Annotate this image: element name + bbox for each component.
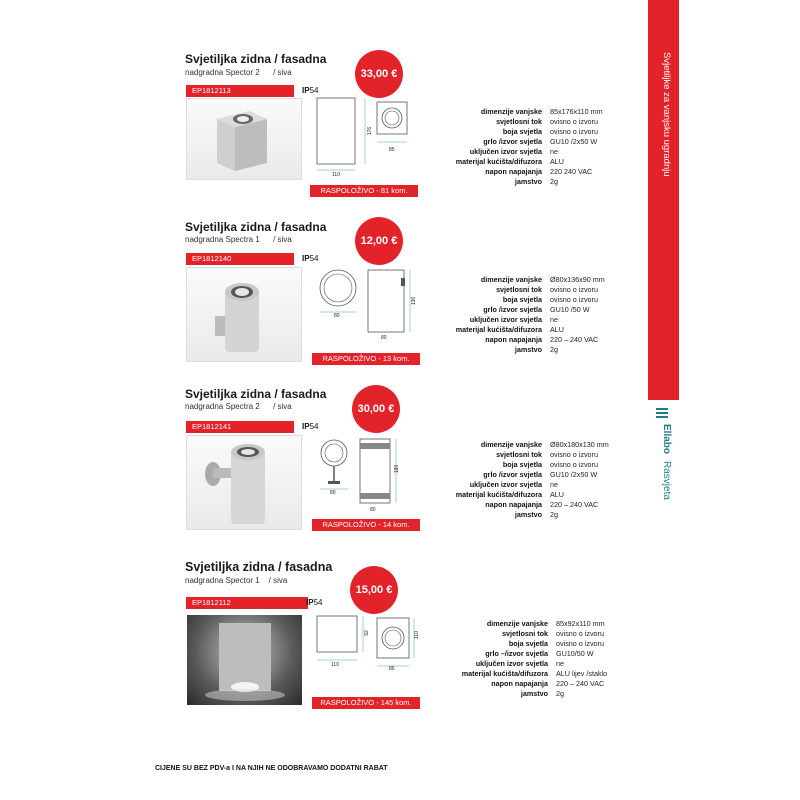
product-title: Svjetiljka zidna / fasadna (185, 220, 327, 234)
dim-label: 92 (363, 630, 370, 636)
spec-row: napon napajanja 220 240 VAC (485, 167, 593, 176)
dim-label: 80 (334, 313, 340, 319)
spec-row: svjetlosni tok ovisno o izvoru (496, 450, 598, 459)
stock-badge: RASPOLOŽIVO - 81 kom. (310, 185, 418, 197)
dim-label: 80 (370, 507, 376, 513)
dim-label: 110 (331, 662, 339, 668)
product-photo (186, 267, 302, 362)
spec-row: dimenzije vanjske 85x92x110 mm (486, 619, 605, 628)
spec-row: dimenzije vanjske Ø80x136x90 mm (480, 275, 605, 284)
spec-table (458, 619, 607, 699)
spec-row: dimenzije vanjske Ø80x180x130 mm (480, 440, 609, 449)
brand-logo (652, 424, 672, 534)
technical-drawing (318, 268, 418, 338)
footer-note: CIJENE SU BEZ PDV-a I NA NJIH NE ODOBRAVAMO DODATNI RABAT (155, 765, 388, 772)
spec-row: materijal kućišta/difuzora ALU (455, 490, 564, 499)
dim-label: 180 (394, 464, 401, 474)
product-photo (186, 435, 302, 530)
spec-row: materijal kućišta/difuzora ALU lijev /staklo (461, 669, 608, 678)
dim-label: 85 (389, 147, 395, 153)
brand-name: Ellabo (661, 424, 672, 455)
spec-row: boja svjetla ovisno o izvoru (502, 127, 598, 136)
ip-rating: IP54 (302, 422, 319, 431)
spec-row: napon napajanja 220 – 240 VAC (491, 679, 605, 688)
ellabo-logo-icon (656, 408, 668, 420)
product-title: Svjetiljka zidna / fasadna (185, 52, 327, 66)
stock-badge: RASPOLOŽIVO - 145 kom. (312, 697, 420, 709)
spec-row: materijal kućišta/difuzora ALU (455, 157, 564, 166)
product-subtitle: nadgradna Spectra 2 / siva (185, 402, 292, 411)
product-title: Svjetiljka zidna / fasadna (185, 560, 333, 574)
dim-label: 80 (381, 335, 387, 341)
dim-label: 176 (367, 126, 374, 136)
spec-row: uključen izvor svjetla ne (469, 147, 558, 156)
spec-row: materijal kućišta/difuzora ALU (455, 325, 564, 334)
product-subtitle: nadgradna Spector 2 / siva (185, 68, 292, 77)
spec-row: jamstvo 2g (520, 689, 564, 698)
spec-table (452, 107, 603, 187)
spec-row: grlo /izvor svjetla GU10 /2x50 W (483, 137, 598, 146)
spec-row: uključen izvor svjetla ne (469, 315, 558, 324)
technical-drawing (315, 614, 415, 684)
spec-row: boja svjetla ovisno o izvoru (508, 639, 604, 648)
product-photo (186, 98, 302, 180)
spec-row: uključen izvor svjetla ne (475, 659, 564, 668)
product-code: EP1812113 (186, 85, 294, 97)
spec-table (452, 440, 609, 520)
price-badge: 15,00 € (350, 566, 398, 614)
ip-rating: IP54 (302, 254, 319, 263)
dim-label: 80 (330, 490, 336, 496)
spec-table (452, 275, 605, 355)
spec-row: grlo /izvor svjetla GU10 /50 W (483, 305, 590, 314)
spec-row: boja svjetla ovisno o izvoru (502, 460, 598, 469)
sidebar-category: Svjetiljke za vanjsku ugradnju (661, 52, 672, 177)
stock-badge: RASPOLOŽIVO - 13 kom. (312, 353, 420, 365)
product-code: EP1812141 (186, 421, 294, 433)
spec-row: boja svjetla ovisno o izvoru (502, 295, 598, 304)
ip-rating: IP54 (306, 598, 323, 607)
spec-row: dimenzije vanjske 85x176x110 mm (480, 107, 603, 116)
technical-drawing (315, 96, 415, 178)
dim-label: 110 (332, 172, 340, 178)
dim-label: 85 (389, 666, 395, 672)
spec-row: svjetlosni tok ovisno o izvoru (502, 629, 604, 638)
product-code: EP1812112 (186, 597, 308, 609)
spec-row: jamstvo 2g (514, 510, 558, 519)
spec-row: napon napajanja 220 – 240 VAC (485, 335, 599, 344)
spec-row: grlo –/izvor svjetla GU10/50 W (485, 649, 594, 658)
spec-row: svjetlosni tok ovisno o izvoru (496, 285, 598, 294)
product-subtitle: nadgradna Spector 1 / siva (185, 576, 288, 585)
spec-row: svjetlosni tok ovisno o izvoru (496, 117, 598, 126)
dim-label: 136 (411, 296, 418, 306)
product-code: EP1812140 (186, 253, 294, 265)
product-title: Svjetiljka zidna / fasadna (185, 387, 327, 401)
price-badge: 12,00 € (355, 217, 403, 265)
spec-row: jamstvo 2g (514, 345, 558, 354)
spec-row: uključen izvor svjetla ne (469, 480, 558, 489)
spec-row: jamstvo 2g (514, 177, 558, 186)
product-subtitle: nadgradna Spectra 1 / siva (185, 235, 292, 244)
price-badge: 30,00 € (352, 385, 400, 433)
stock-badge: RASPOLOŽIVO - 14 kom. (312, 519, 420, 531)
price-badge: 33,00 € (355, 50, 403, 98)
ip-rating: IP54 (302, 86, 319, 95)
brand-sub: Rasvjeta (661, 460, 672, 500)
product-photo (187, 615, 302, 705)
spec-row: grlo /izvor svjetla GU10 /2x50 W (483, 470, 598, 479)
spec-row: napon napajanja 220 – 240 VAC (485, 500, 599, 509)
dim-label: 110 (413, 631, 420, 639)
